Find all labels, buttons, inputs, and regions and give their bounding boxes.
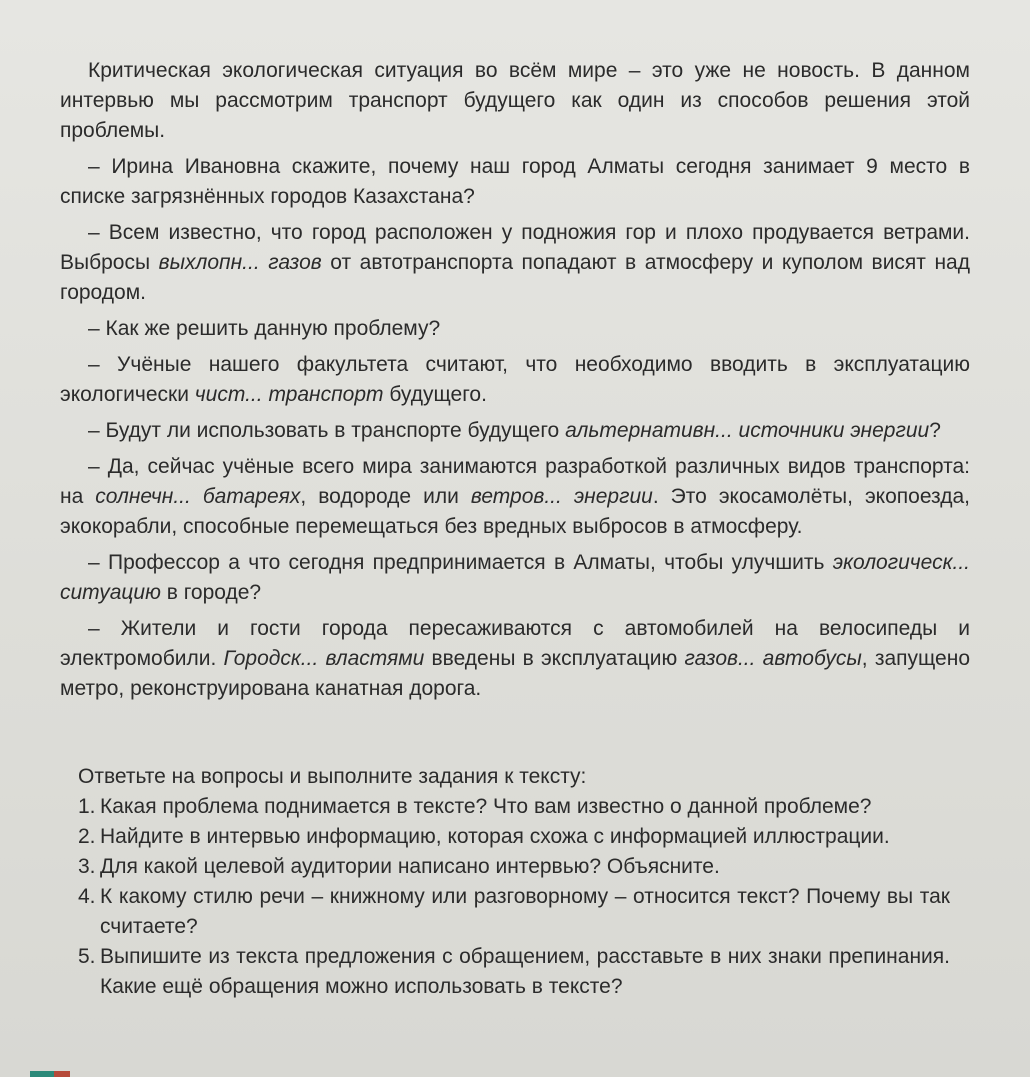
task-number: 3. [78, 855, 96, 878]
task-text: К какому стилю речи – книжному или разговорному – относится текст? Почему вы так считаете? [100, 885, 950, 938]
task-list [60, 792, 950, 1002]
text-segment: ? [929, 419, 941, 442]
task-item [78, 882, 950, 942]
task-item [78, 852, 950, 882]
paragraph [60, 614, 970, 704]
text-segment: Критическая экологическая ситуация во всём мире – это уже не новость. В данном интервью мы рассмотрим транспорт будущего как один из способов решения этой проблемы. [60, 59, 970, 142]
text-segment: – Всем известно, что город расположен у подножия гор и плохо продувается ветрами. Выбросы [60, 221, 970, 274]
task-text: Какая проблема поднимается в тексте? Что вам известно о данной проблеме? [100, 795, 872, 818]
task-number: 2. [78, 825, 96, 848]
text-segment: – Жители и гости города пересаживаются с автомобилей на велосипеды и электромобили. [60, 617, 970, 670]
italic-phrase: выхлопн... газов [158, 251, 322, 274]
text-segment: будущего. [383, 383, 487, 406]
tasks-section [60, 762, 950, 1002]
text-segment: – Ирина Ивановна скажите, почему наш город Алматы сегодня занимает 9 место в списке загрязнённых городов Казахстана? [60, 155, 970, 208]
paragraph [60, 152, 970, 212]
italic-phrase: Городск... властями [223, 647, 425, 670]
task-item [78, 942, 950, 1002]
tasks-intro: Ответьте на вопросы и выполните задания к тексту: [78, 765, 587, 788]
text-segment: – Учёные нашего факультета считают, что необходимо вводить в эксплуатацию экологически [60, 353, 970, 406]
italic-phrase: альтернативн... источники энергии [565, 419, 930, 442]
italic-phrase: газов... автобусы [684, 647, 862, 670]
task-item [78, 792, 950, 822]
paragraph [60, 350, 970, 410]
italic-phrase: экологическ... ситуацию [60, 551, 970, 604]
page-edge-color-strip [30, 1071, 70, 1077]
task-text: Для какой целевой аудитории написано интервью? Объясните. [100, 855, 720, 878]
text-segment: от автотранспорта попадают в атмосферу и куполом висят над городом. [60, 251, 970, 304]
paragraph [60, 452, 970, 542]
text-segment: , водороде или [300, 485, 471, 508]
paragraph [60, 548, 970, 608]
task-text: Выпишите из текста предложения с обращением, расставьте в них знаки препинания. Какие ещё обращения можно использовать в тексте? [100, 945, 950, 998]
text-segment: , запущено метро, реконструирована канатная дорога. [60, 647, 970, 700]
task-number: 5. [78, 945, 96, 968]
italic-phrase: солнечн... батареях [95, 485, 301, 508]
text-segment: – Профессор а что сегодня предпринимается в Алматы, чтобы улучшить [88, 551, 833, 574]
text-segment: введены в эксплуатацию [424, 647, 685, 670]
text-segment: в городе? [160, 581, 262, 604]
text-segment: – Да, сейчас учёные всего мира занимаются разработкой различных видов транспорта: на [60, 455, 970, 508]
paragraph [60, 218, 970, 308]
task-number: 4. [78, 885, 96, 908]
text-segment: – Будут ли использовать в транспорте будущего [88, 419, 566, 442]
paragraph [60, 314, 970, 344]
paragraph [60, 416, 970, 446]
interview-text [60, 56, 970, 710]
italic-phrase: ветров... энергии [470, 485, 653, 508]
text-segment: – Как же решить данную проблему? [88, 317, 441, 340]
task-text: Найдите в интервью информацию, которая схожа с информацией иллюстрации. [100, 825, 890, 848]
task-item [78, 822, 950, 852]
paragraph-intro [60, 56, 970, 146]
task-number: 1. [78, 795, 96, 818]
italic-phrase: чист... транспорт [194, 383, 384, 406]
text-segment: . Это экосамолёты, экопоезда, экокорабли, способные перемещаться без вредных выбросов в атмосферу. [60, 485, 970, 538]
